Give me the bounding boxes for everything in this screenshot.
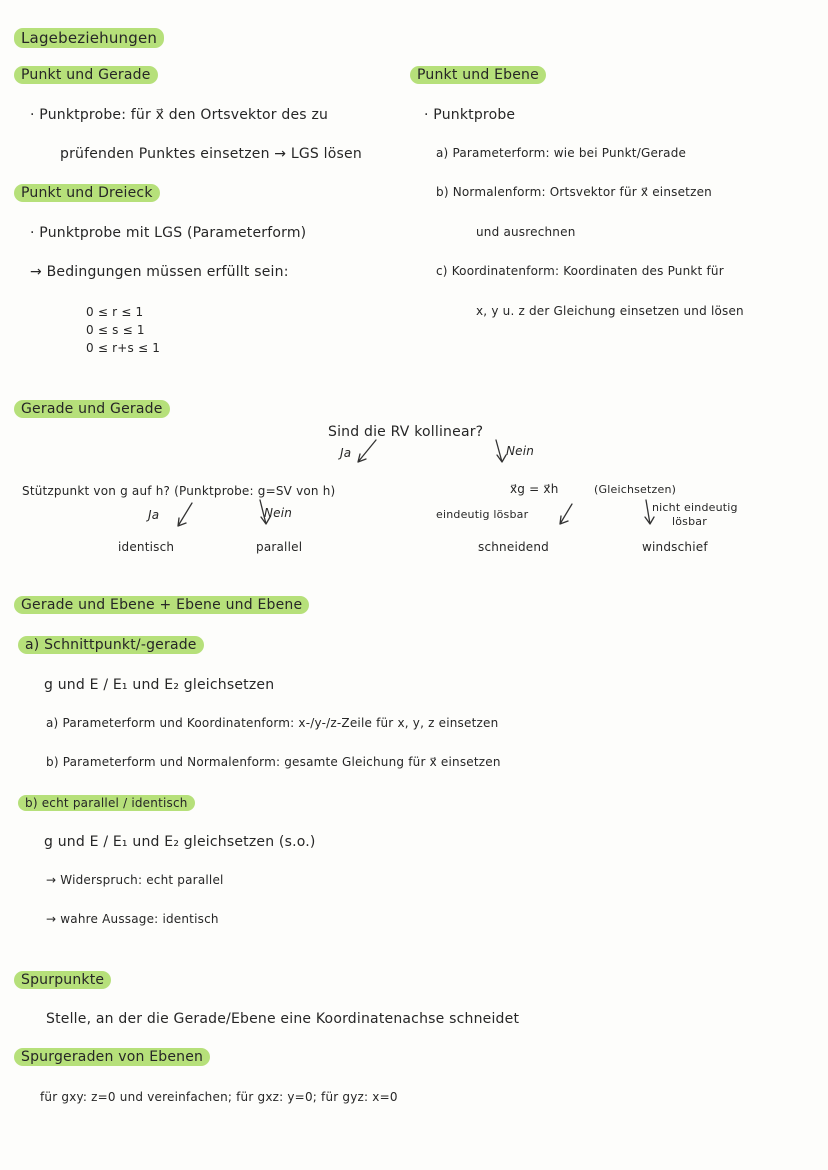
label-eindeutig-loesbar: eindeutig lösbar <box>436 508 529 521</box>
label-nein-2: Nein <box>264 506 293 520</box>
arrow-ja-2 <box>178 503 192 526</box>
punkt-ebene-a: a) Parameterform: wie bei Punkt/Gerade <box>436 146 687 160</box>
heading-punkt-dreieck: Punkt und Dreieck <box>14 184 160 202</box>
schnitt-b: b) Parameterform und Normalenform: gesamte Gleichung für x⃗ einsetzen <box>46 755 501 769</box>
condition-r: 0 ≤ r ≤ 1 <box>86 305 144 319</box>
result-identisch: identisch <box>118 540 175 554</box>
equation-xg-xh: x⃗g = x⃗h <box>510 482 559 496</box>
condition-s: 0 ≤ s ≤ 1 <box>86 323 145 337</box>
heading-spurgeraden: Spurgeraden von Ebenen <box>14 1048 210 1066</box>
punkt-dreieck-line-2: → Bedingungen müssen erfüllt sein: <box>30 264 289 280</box>
result-schneidend: schneidend <box>478 540 549 554</box>
arrow-nein-1 <box>496 440 506 462</box>
punkt-gerade-line-2: prüfenden Punktes einsetzen → LGS lösen <box>60 146 362 162</box>
arrow-ja-1 <box>358 440 376 462</box>
result-windschief: windschief <box>642 540 708 554</box>
result-parallel: parallel <box>256 540 303 554</box>
note-gleichsetzen: (Gleichsetzen) <box>594 483 677 496</box>
question-rv-kollinear: Sind die RV kollinear? <box>328 424 484 440</box>
label-nicht-eindeutig: nicht eindeutig <box>652 501 738 514</box>
parallel-line: g und E / E₁ und E₂ gleichsetzen (s.o.) <box>44 834 316 850</box>
parallel-widerspruch: → Widerspruch: echt parallel <box>46 873 224 887</box>
punkt-ebene-b-line-2: und ausrechnen <box>476 225 576 239</box>
label-loesbar: lösbar <box>672 515 707 528</box>
punkt-ebene-line-1: · Punktprobe <box>424 107 516 123</box>
stuetzpunkt-question: Stützpunkt von g auf h? (Punktprobe: g=SV von h) <box>22 484 336 498</box>
punkt-ebene-c-line-2: x, y u. z der Gleichung einsetzen und lösen <box>476 304 744 318</box>
arrow-eindeutig <box>560 504 572 524</box>
schnitt-line: g und E / E₁ und E₂ gleichsetzen <box>44 677 275 693</box>
label-nein: Nein <box>506 444 535 458</box>
punkt-ebene-b-line-1: b) Normalenform: Ortsvektor für x⃗ einsetzen <box>436 185 712 199</box>
punkt-ebene-c-line-1: c) Koordinatenform: Koordinaten des Punkt für <box>436 264 724 278</box>
condition-r-plus-s: 0 ≤ r+s ≤ 1 <box>86 341 161 355</box>
parallel-wahre-aussage: → wahre Aussage: identisch <box>46 912 219 926</box>
label-ja: Ja <box>340 446 352 460</box>
heading-gerade-gerade: Gerade und Gerade <box>14 400 170 418</box>
punkt-gerade-line-1: · Punktprobe: für x⃗ den Ortsvektor des zu <box>30 107 329 123</box>
spurgeraden-line: für gxy: z=0 und vereinfachen; für gxz: y=0; für gyz: x=0 <box>40 1090 398 1104</box>
schnitt-a: a) Parameterform und Koordinatenform: x-/y-/z-Zeile für x, y, z einsetzen <box>46 716 499 730</box>
heading-punkt-gerade: Punkt und Gerade <box>14 66 158 84</box>
heading-spurpunkte: Spurpunkte <box>14 971 111 989</box>
punkt-dreieck-line-1: · Punktprobe mit LGS (Parameterform) <box>30 225 307 241</box>
page-title: Lagebeziehungen <box>14 28 164 48</box>
label-ja-2: Ja <box>148 508 160 522</box>
subheading-echt-parallel: b) echt parallel / identisch <box>18 795 195 811</box>
heading-punkt-ebene: Punkt und Ebene <box>410 66 546 84</box>
subheading-schnittpunkt: a) Schnittpunkt/-gerade <box>18 636 204 654</box>
heading-gerade-ebene: Gerade und Ebene + Ebene und Ebene <box>14 596 309 614</box>
spurpunkte-line: Stelle, an der die Gerade/Ebene eine Koordinatenachse schneidet <box>46 1011 520 1027</box>
